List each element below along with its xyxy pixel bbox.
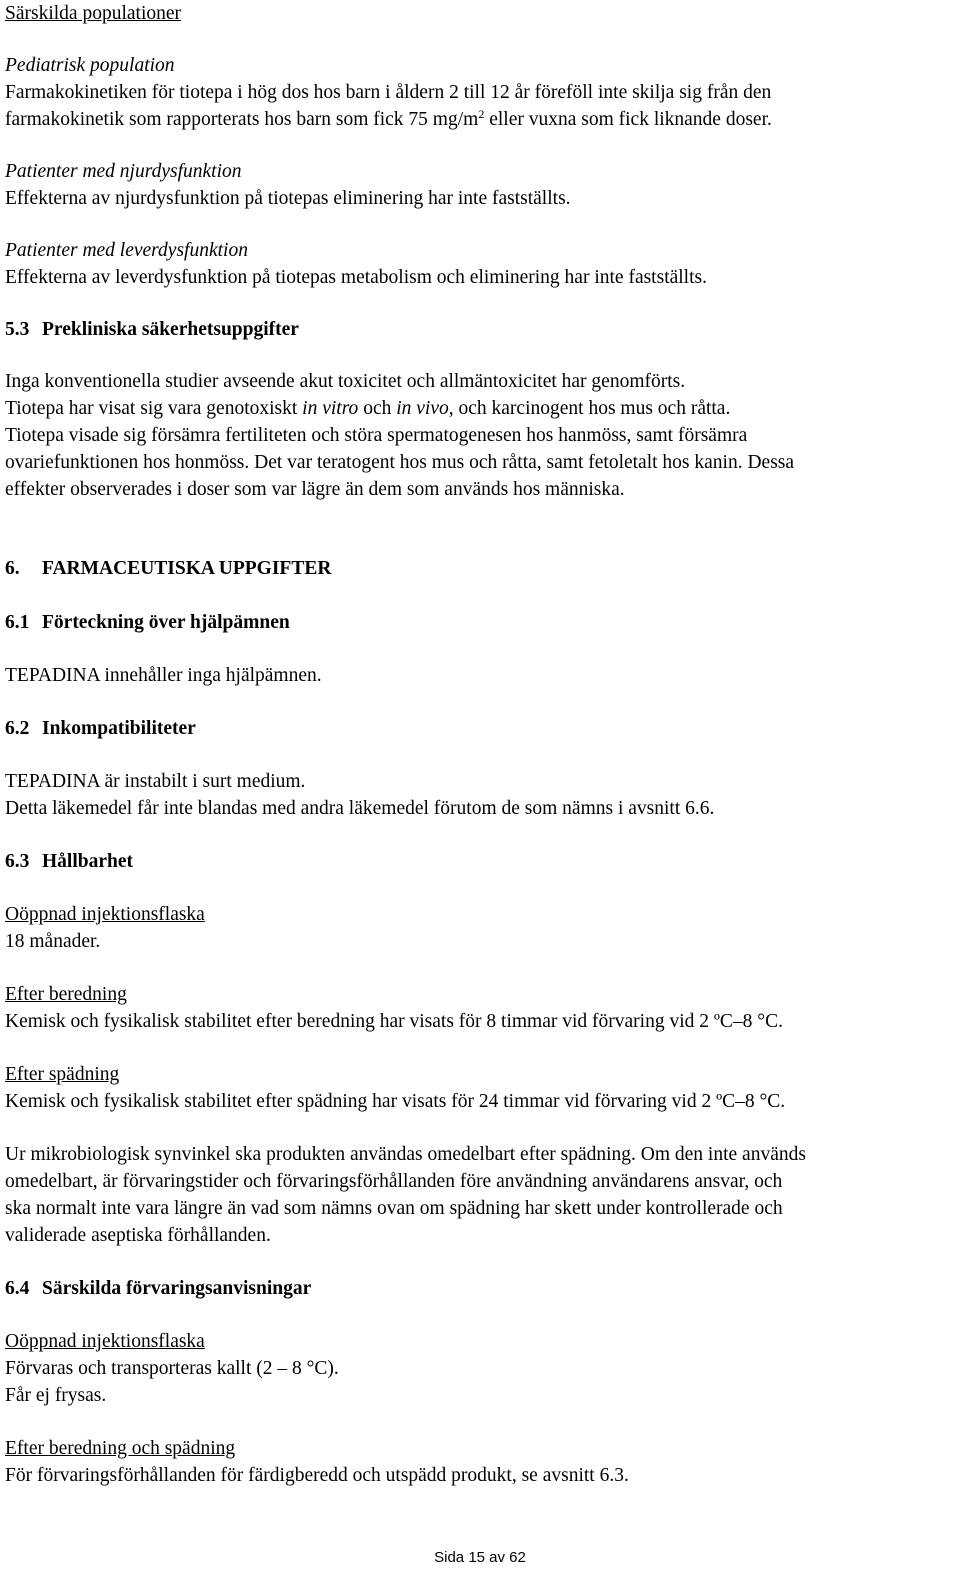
section-6-heading xyxy=(5,555,955,582)
s63-dilution-text: Kemisk och fysikalisk stabilitet efter spädning har visats för 24 timmar vid förvaring vid 2 ºC–8 °C. xyxy=(5,1091,786,1112)
section-6-number: 6. xyxy=(5,558,20,579)
s64-after-text: För förvaringsförhållanden för färdigberedd och utspädd produkt, se avsnitt 6.3. xyxy=(5,1465,629,1486)
document-page xyxy=(5,0,955,1489)
s61-text: TEPADINA innehåller inga hjälpämnen. xyxy=(5,665,322,686)
pediatric-line2-sup: 2 xyxy=(478,107,485,121)
s64-after-heading: Efter beredning och spädning xyxy=(5,1438,236,1459)
s53-in-vitro: in vitro xyxy=(302,398,359,419)
renal-heading: Patienter med njurdysfunktion xyxy=(5,161,242,182)
section-6-title: FARMACEUTISKA UPPGIFTER xyxy=(42,558,332,579)
section-6-3-number: 6.3 xyxy=(5,851,30,872)
section-6-1-heading xyxy=(5,609,955,636)
s53-line2 xyxy=(5,395,955,422)
pediatric-line1: Farmakokinetiken för tiotepa i hög dos hos barn i åldern 2 till 12 år föreföll inte skilja sig från den xyxy=(5,82,772,103)
page-footer: Sida 15 av 62 xyxy=(434,1549,526,1566)
section-5-3-heading xyxy=(5,316,955,343)
pediatric-line2-a: farmakokinetik som rapporterats hos barn som fick 75 mg/m xyxy=(5,109,479,130)
s53-line2-b: och xyxy=(358,398,397,419)
section-title: Särskilda populationer xyxy=(5,3,182,24)
s53-line4: ovariefunktionen hos honmöss. Det var teratogent hos mus och råtta, samt fetoletalt hos kanin. Dessa xyxy=(5,452,795,473)
s53-in-vivo: in vivo xyxy=(396,398,449,419)
s53-line2-c: , och karcinogent hos mus och råtta. xyxy=(448,398,731,419)
section-6-3-heading xyxy=(5,848,955,875)
section-5-3-title: Prekliniska säkerhetsuppgifter xyxy=(42,319,299,340)
pediatric-line2-b: eller vuxna som fick liknande doser. xyxy=(484,109,772,130)
section-6-4-heading xyxy=(5,1275,955,1302)
section-6-2-number: 6.2 xyxy=(5,718,30,739)
s64-unopened-text2: Får ej frysas. xyxy=(5,1385,107,1406)
s63-dilution-heading: Efter spädning xyxy=(5,1064,120,1085)
hepatic-text: Effekterna av leverdysfunktion på tiotepas metabolism och eliminering har inte fastställts. xyxy=(5,267,707,288)
s63-reconstitution-text: Kemisk och fysikalisk stabilitet efter beredning har visats för 8 timmar vid förvaring vid 2 ºC–8 °C. xyxy=(5,1011,783,1032)
s63-micro-line2: omedelbart, är förvaringstider och förvaringsförhållanden före användning användarens ansvar, och xyxy=(5,1171,783,1192)
section-5-3-number: 5.3 xyxy=(5,319,30,340)
s63-reconstitution-heading: Efter beredning xyxy=(5,984,127,1005)
pediatric-line2 xyxy=(5,106,955,133)
section-6-3-title: Hållbarhet xyxy=(42,851,133,872)
s63-unopened-heading: Oöppnad injektionsflaska xyxy=(5,904,205,925)
section-6-2-heading xyxy=(5,715,955,742)
s53-line2-a: Tiotepa har visat sig vara genotoxiskt xyxy=(5,398,303,419)
s53-line5: effekter observerades i doser som var lägre än dem som används hos människa. xyxy=(5,479,625,500)
renal-text: Effekterna av njurdysfunktion på tiotepas eliminering har inte fastställts. xyxy=(5,188,571,209)
section-6-4-title: Särskilda förvaringsanvisningar xyxy=(42,1278,312,1299)
pediatric-heading: Pediatrisk population xyxy=(5,55,175,76)
s63-micro-line3: ska normalt inte vara längre än vad som nämns ovan om spädning har skett under kontrollerade och xyxy=(5,1198,783,1219)
s62-line1: TEPADINA är instabilt i surt medium. xyxy=(5,771,306,792)
hepatic-heading: Patienter med leverdysfunktion xyxy=(5,240,248,261)
s63-micro-line1: Ur mikrobiologisk synvinkel ska produkten användas omedelbart efter spädning. Om den inte används xyxy=(5,1144,806,1165)
s53-line3: Tiotepa visade sig försämra fertiliteten och störa spermatogenesen hos hanmöss, samt försämra xyxy=(5,425,748,446)
s64-unopened-text1: Förvaras och transporteras kallt (2 – 8 °C). xyxy=(5,1358,339,1379)
section-6-1-title: Förteckning över hjälpämnen xyxy=(42,612,290,633)
s63-unopened-text: 18 månader. xyxy=(5,931,101,952)
section-6-1-number: 6.1 xyxy=(5,612,30,633)
section-6-4-number: 6.4 xyxy=(5,1278,30,1299)
s62-line2: Detta läkemedel får inte blandas med andra läkemedel förutom de som nämns i avsnitt 6.6. xyxy=(5,798,715,819)
s63-micro-line4: validerade aseptiska förhållanden. xyxy=(5,1225,271,1246)
s53-line1: Inga konventionella studier avseende akut toxicitet och allmäntoxicitet har genomförts. xyxy=(5,371,686,392)
section-6-2-title: Inkompatibiliteter xyxy=(42,718,196,739)
s64-unopened-heading: Oöppnad injektionsflaska xyxy=(5,1331,205,1352)
